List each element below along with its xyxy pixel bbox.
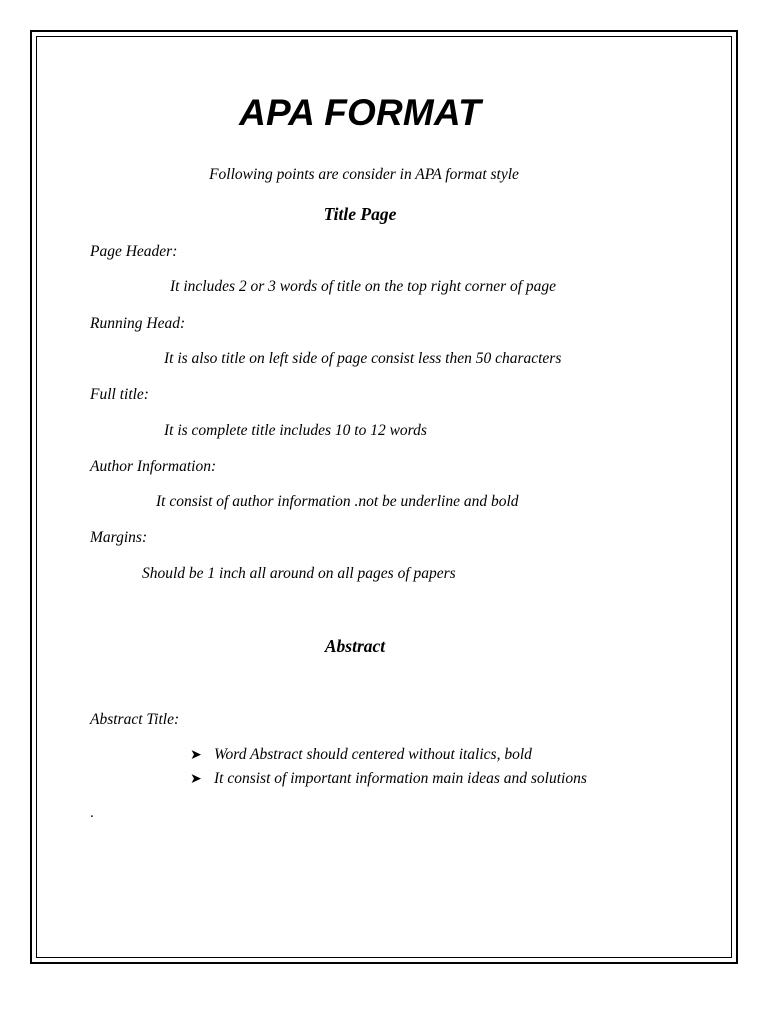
field-label-author-information: Author Information: [90,458,217,475]
arrowhead-bullet-icon: ➤ [190,747,202,763]
abstract-bullet-text: Word Abstract should centered without italics, bold [214,746,532,763]
field-desc-author-information: It consist of author information .not be underline and bold [156,493,519,510]
intro-text: Following points are consider in APA format style [209,166,519,183]
abstract-bullet-item [190,746,532,764]
field-label-margins: Margins: [90,529,148,546]
document-title: APA FORMAT [239,92,481,133]
arrowhead-bullet-icon: ➤ [190,771,202,787]
field-desc-page-header: It includes 2 or 3 words of title on the top right corner of page [170,278,557,295]
field-desc-running-head: It is also title on left side of page consist less then 50 characters [164,350,562,367]
trailing-period: . [90,805,94,821]
abstract-bullet-text: It consist of important information main ideas and solutions [214,770,587,787]
title-page-heading: Title Page [323,204,397,224]
field-label-page-header: Page Header: [90,243,178,260]
field-label-running-head: Running Head: [90,315,186,332]
abstract-bullet-item [190,770,587,788]
abstract-title-label: Abstract Title: [90,711,180,728]
abstract-heading: Abstract [324,636,386,656]
field-desc-full-title: It is complete title includes 10 to 12 words [164,422,427,439]
field-desc-margins: Should be 1 inch all around on all pages of papers [142,565,456,582]
field-label-full-title: Full title: [90,386,149,403]
